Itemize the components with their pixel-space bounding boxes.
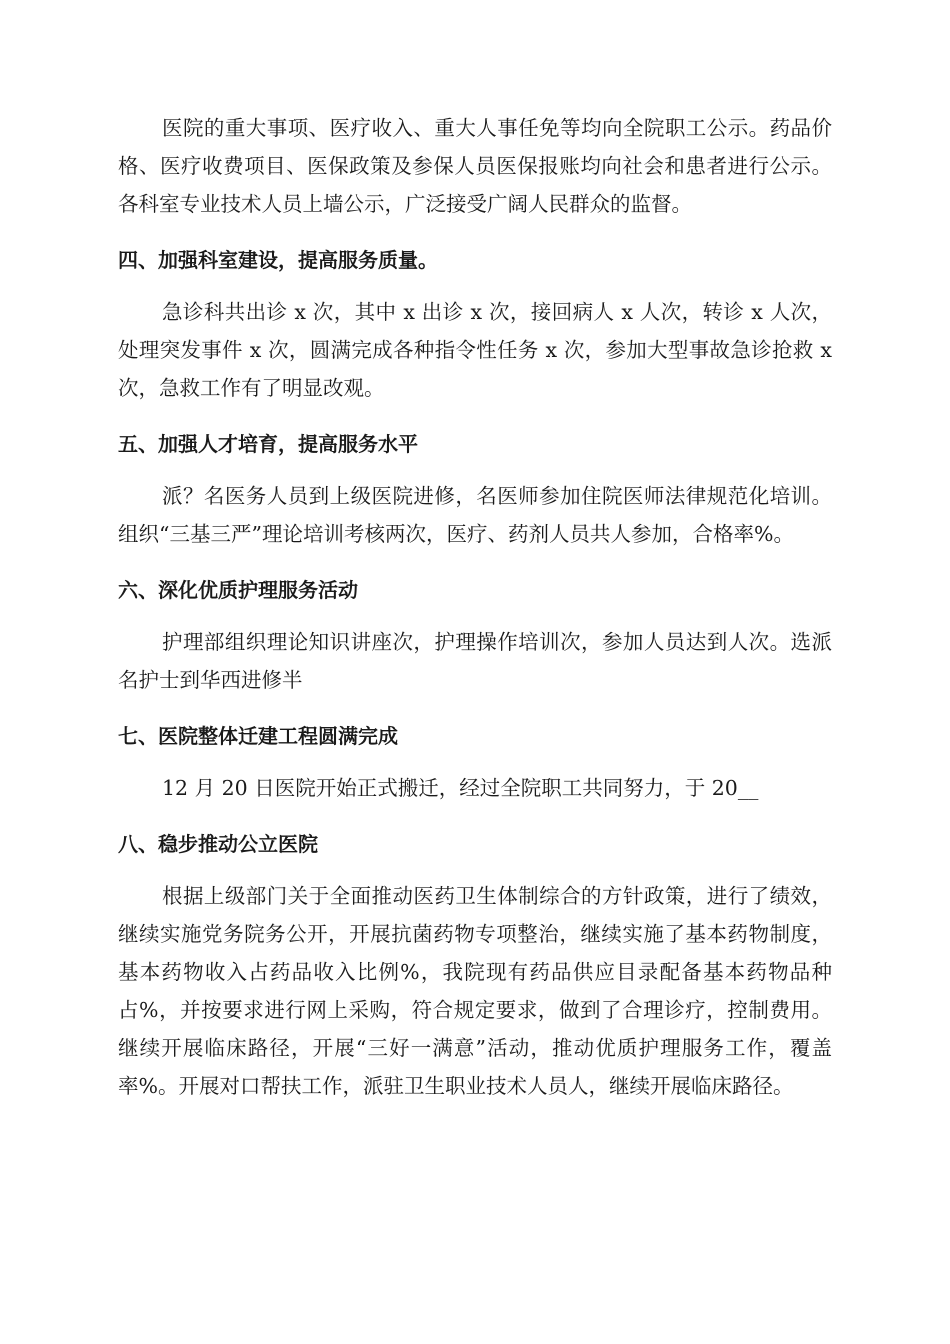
paragraph-emergency: 急诊科共出诊 x 次，其中 x 出诊 x 次，接回病人 x 人次，转诊 x 人次，处理突发事件 x 次，圆满完成各种指令性任务 x 次，参加大型事故急诊抢救 x 次，急救工作有了明显改观。: [118, 300, 832, 400]
spacer: [118, 279, 832, 293]
paragraph-public-disclosure: 医院的重大事项、医疗收入、重大人事任免等均向全院职工公示。药品价格、医疗收费项目、医保政策及参保人员医保报账均向社会和患者进行公示。各科室专业技术人员上墙公示，广泛接受广阔人民群众的监督。: [118, 116, 832, 216]
spacer: [118, 553, 832, 571]
section-heading-5: 五、加强人才培育，提高服务水平: [118, 432, 418, 456]
spacer: [118, 463, 832, 477]
paragraph-relocation: 12 月 20 日医院开始正式搬迁，经过全院职工共同努力，于 20__: [162, 776, 759, 800]
section-heading-7: 七、医院整体迁建工程圆满完成: [118, 724, 398, 748]
paragraph-nursing: 护理部组织理论知识讲座次，护理操作培训次，参加人员达到人次。选派名护士到华西进修半: [118, 630, 832, 692]
section-heading-6: 六、深化优质护理服务活动: [118, 578, 358, 602]
spacer: [118, 609, 832, 623]
spacer: [118, 699, 832, 717]
section-heading-8: 八、稳步推动公立医院: [118, 832, 318, 856]
spacer: [118, 863, 832, 877]
spacer: [118, 755, 832, 769]
spacer: [118, 407, 832, 425]
section-heading-4: 四、加强科室建设，提高服务质量。: [118, 248, 438, 272]
spacer: [118, 807, 832, 825]
paragraph-public-hospital-reform: 根据上级部门关于全面推动医药卫生体制综合的方针政策，进行了绩效，继续实施党务院务公开，开展抗菌药物专项整治，继续实施了基本药物制度，基本药物收入占药品收入比例%，我院现有药品供应目录配备基本药物品种占%，并按要求进行网上采购，符合规定要求，做到了合理诊疗，控制费用。继续开展临床路径，开展“三好一满意”活动，推动优质护理服务工作，覆盖率%。开展对口帮扶工作，派驻卫生职业技术人员人，继续开展临床路径。: [118, 884, 832, 1098]
document-page: [118, 109, 832, 1105]
spacer: [118, 223, 832, 241]
paragraph-training: 派？名医务人员到上级医院进修，名医师参加住院医师法律规范化培训。组织“三基三严”理论培训考核两次，医疗、药剂人员共人参加，合格率%。: [118, 484, 832, 546]
